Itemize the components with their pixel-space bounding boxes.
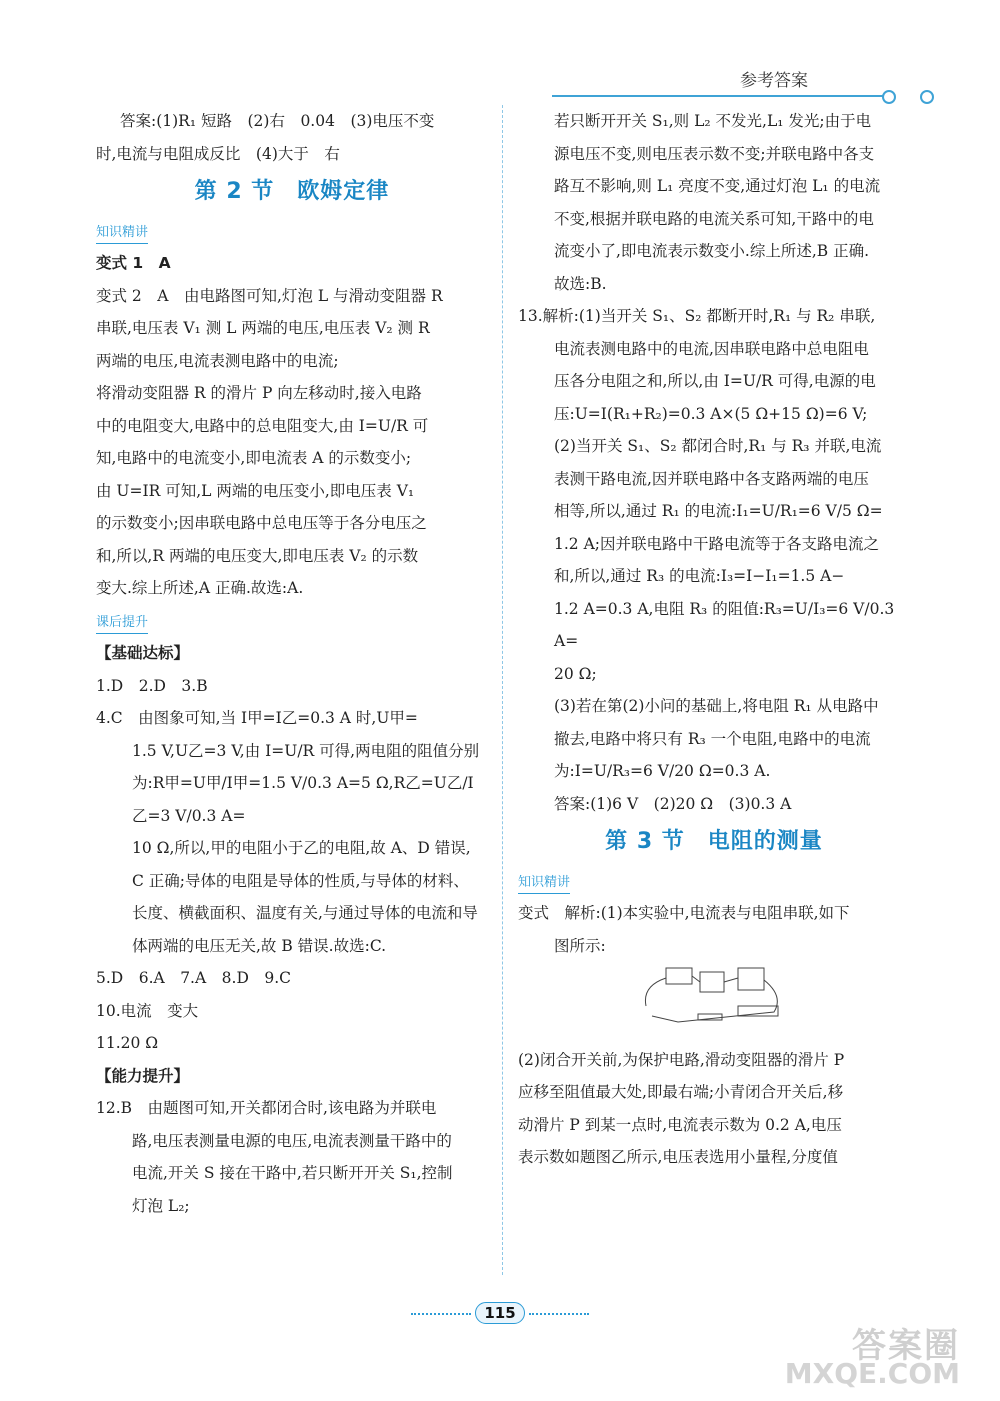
text-line: 撤去,电路中将只有 R₃ 一个电阻,电路中的电流 — [554, 729, 871, 748]
text-line: 路,电压表测量电源的电压,电流表测量干路中的 — [132, 1131, 452, 1150]
text-line: 10.电流 变大 — [96, 1001, 199, 1020]
text-line: 20 Ω; — [554, 664, 597, 683]
text-line: (2)当开关 S₁、S₂ 都闭合时,R₁ 与 R₃ 并联,电流 — [554, 437, 882, 455]
text-line: 流变小了,即电流表示数变小.综上所述,B 正确. — [554, 242, 870, 260]
text-line: 表示数如题图乙所示,电压表选用小量程,分度值 — [518, 1148, 838, 1166]
right-column — [518, 105, 910, 1174]
text-line: 为:R甲=U甲/I甲=1.5 V/0.3 A=5 Ω,R乙=U乙/I乙=3 V/0.3 A= — [132, 774, 474, 825]
section-tag-row — [96, 215, 488, 248]
text-line: 1.D 2.D 3.B — [96, 676, 208, 695]
text-line: 应移至阻值最大处,即最右端;小青闭合开关后,移 — [518, 1083, 844, 1101]
section-tag: 知识精讲 — [96, 223, 148, 244]
section-tag: 课后提升 — [96, 613, 148, 634]
text-line: 和,所以,通过 R₃ 的电流:I₃=I−I₁=1.5 A− — [554, 567, 845, 585]
subheading: 【基础达标】 — [96, 644, 190, 662]
text-line: 压各分电阻之和,所以,由 I=U/R 可得,电源的电 — [554, 372, 876, 390]
text-line: 故选:B. — [554, 274, 607, 293]
page-number: 115 — [475, 1302, 524, 1324]
text-line: 变式 2 A 由电路图可知,灯泡 L 与滑动变阻器 R — [96, 286, 443, 305]
text-line: 11.20 Ω — [96, 1034, 159, 1052]
watermark-url: MXQE.COM — [784, 1357, 960, 1390]
dots-decoration — [529, 1313, 589, 1315]
text-line: 12.B 由题图可知,开关都闭合时,该电路为并联电 — [96, 1099, 437, 1117]
text-line: 10 Ω,所以,甲的电阻小于乙的电阻,故 A、D 错误, — [132, 839, 471, 857]
text-line: 由 U=IR 可知,L 两端的电压变小,即电压表 V₁ — [96, 481, 415, 500]
text-line: 变式 解析:(1)本实验中,电流表与电阻串联,如下 — [518, 904, 850, 922]
text-line: 长度、横截面积、温度有关,与通过导体的电流和导 — [132, 904, 478, 922]
text-line: 灯泡 L₂; — [132, 1196, 190, 1215]
section-title: 第 3 节 电阻的测量 — [605, 829, 823, 854]
text-line: 中的电阻变大,电路中的总电阻变大,由 I=U/R 可 — [96, 416, 429, 435]
text-line: 1.2 A=0.3 A,电阻 R₃ 的阻值:R₃=U/I₃=6 V/0.3 A= — [554, 599, 895, 650]
text-line: 知,电路中的电流变小,即电流表 A 的示数变小; — [96, 449, 412, 467]
text-line: 4.C 由图象可知,当 I甲=I乙=0.3 A 时,U甲= — [96, 709, 418, 727]
text-line: 若只断开开关 S₁,则 L₂ 不发光,L₁ 发光;由于电 — [554, 112, 872, 130]
text-line: 体两端的电压无关,故 B 错误.故选:C. — [132, 936, 387, 955]
text-line: 电流表测电路中的电流,因串联电路中总电阻电 — [554, 339, 869, 358]
text-line: 路互不影响,则 L₁ 亮度不变,通过灯泡 L₁ 的电流 — [554, 177, 881, 195]
section-tag: 知识精讲 — [518, 873, 570, 894]
text-line: 的示数变小;因串联电路中总电压等于各分电压之 — [96, 514, 427, 532]
subheading: 变式 1 A — [96, 254, 171, 272]
page-number-area — [0, 1302, 1000, 1324]
text-line: 为:I=U/R₃=6 V/20 Ω=0.3 A. — [554, 762, 771, 780]
watermark-logo: 答案圈 — [852, 1326, 960, 1366]
text-line: 和,所以,R 两端的电压变大,即电压表 V₂ 的示数 — [96, 546, 419, 565]
column-divider — [502, 105, 503, 1275]
header-rule — [552, 95, 892, 97]
text-line: 动滑片 P 到某一点时,电流表示数为 0.2 A,电压 — [518, 1115, 842, 1134]
text-line: 源电压不变,则电压表示数不变;并联电路中各支 — [554, 144, 875, 163]
header-title: 参考答案 — [740, 71, 808, 91]
text-line: (3)若在第(2)小问的基础上,将电阻 R₁ 从电路中 — [554, 697, 879, 715]
text-line: 相等,所以,通过 R₁ 的电流:I₁=U/R₁=6 V/5 Ω= — [554, 502, 883, 520]
text-line: 串联,电压表 V₁ 测 L 两端的电压,电压表 V₂ 测 R — [96, 319, 430, 337]
text-line: 图所示: — [554, 936, 606, 955]
section-title: 第 2 节 欧姆定律 — [194, 179, 390, 204]
text-line: 1.2 A;因并联电路中干路电流等于各支路电流之 — [554, 534, 879, 553]
text-line: 1.5 V,U乙=3 V,由 I=U/R 可得,两电阻的阻值分别 — [132, 741, 480, 760]
text-line: 压:U=I(R₁+R₂)=0.3 A×(5 Ω+15 Ω)=6 V; — [554, 404, 868, 423]
circuit-figure — [638, 966, 788, 1028]
text-line: 电流,开关 S 接在干路中,若只断开开关 S₁,控制 — [132, 1164, 453, 1182]
text-line: 时,电流与电阻成反比 (4)大于 右 — [96, 144, 340, 163]
dots-decoration — [411, 1313, 471, 1315]
text-line: 不变,根据并联电路的电流关系可知,干路中的电 — [554, 209, 874, 228]
answer-line: 答案:(1)R₁ 短路 (2)右 0.04 (3)电压不变 — [120, 112, 435, 130]
header-dot — [882, 90, 896, 104]
text-line: (2)闭合开关前,为保护电路,滑动变阻器的滑片 P — [518, 1050, 845, 1069]
section-tag-row — [96, 605, 488, 638]
left-column — [96, 105, 488, 1222]
text-line: 变大.综上所述,A 正确.故选:A. — [96, 579, 304, 597]
text-line: 将滑动变阻器 R 的滑片 P 向左移动时,接入电路 — [96, 384, 422, 402]
text-line: 表测干路电流,因并联电路中各支路两端的电压 — [554, 469, 869, 488]
text-line: C 正确;导体的电阻是导体的性质,与导体的材料、 — [132, 871, 469, 890]
text-line: 13.解析:(1)当开关 S₁、S₂ 都断开时,R₁ 与 R₂ 串联, — [518, 307, 876, 325]
answer-line: 答案:(1)6 V (2)20 Ω (3)0.3 A — [554, 794, 792, 813]
text-line: 5.D 6.A 7.A 8.D 9.C — [96, 969, 292, 987]
section-tag-row — [518, 865, 910, 898]
subheading: 【能力提升】 — [96, 1066, 190, 1085]
header-dot — [920, 90, 934, 104]
text-line: 两端的电压,电流表测电路中的电流; — [96, 351, 339, 370]
